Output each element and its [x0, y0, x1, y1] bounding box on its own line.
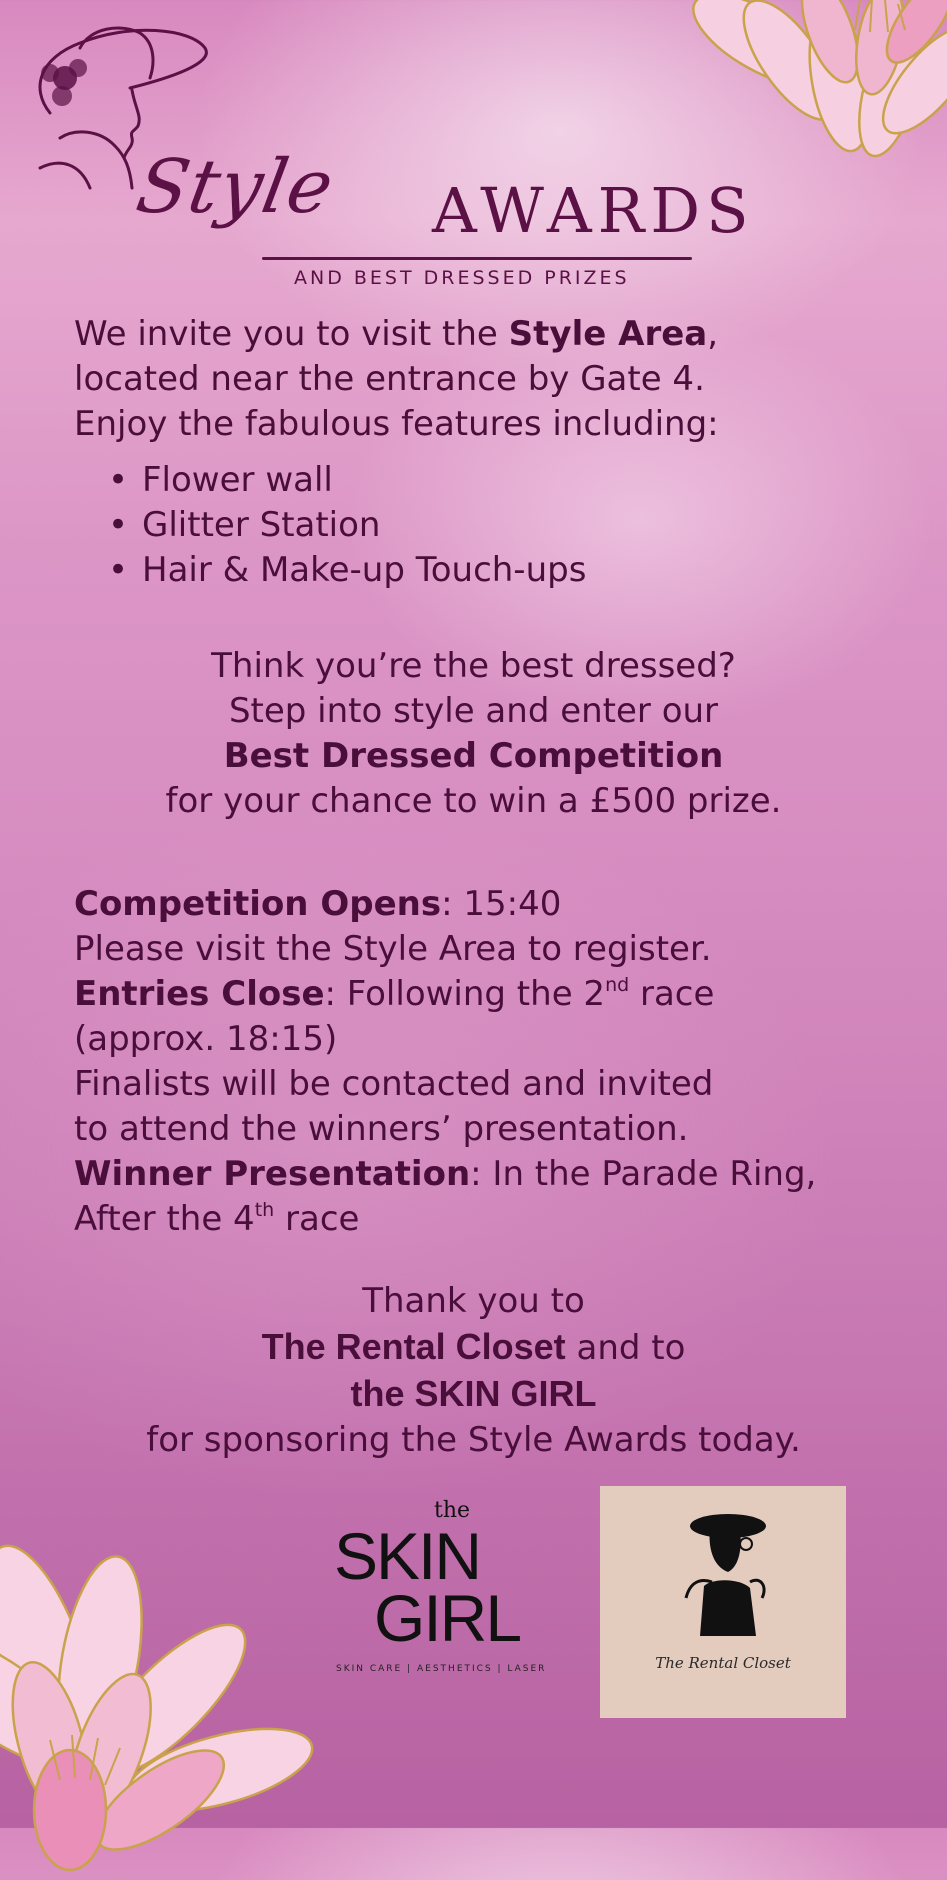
competition-line-4: for your chance to win a £500 prize.: [165, 781, 782, 821]
sponsor-rental-closet: The Rental Closet: [261, 1326, 566, 1367]
sponsor-thanks: [0, 1279, 947, 1463]
features-list: [106, 458, 586, 593]
thanks-line-3: [0, 1371, 947, 1418]
list-item: • Glitter Station: [106, 503, 586, 548]
sponsor-skin-girl: the SKIN GIRL: [350, 1373, 597, 1414]
opens-line: Competition Opens: 15:40: [74, 884, 562, 924]
title-underline: [262, 257, 692, 260]
winner-after-line: After the 4th race: [74, 1199, 360, 1239]
finalists-line-2: to attend the winners’ presentation.: [74, 1109, 689, 1149]
winner-line: Winner Presentation: In the Parade Ring,: [74, 1154, 817, 1194]
flower-bottom-decoration: [0, 1480, 350, 1880]
rental-closet-lady-icon: [600, 1486, 846, 1718]
rental-closet-logo: The Rental Closet: [600, 1486, 846, 1718]
skin-girl-logo: the SKIN GIRL SKIN CARE | AESTHETICS | LASER: [334, 1498, 547, 1674]
thanks-line-4: for sponsoring the Style Awards today.: [146, 1420, 801, 1460]
list-item: • Hair & Make-up Touch-ups: [106, 548, 586, 593]
title-script: Style: [130, 144, 341, 230]
competition-paragraph: [0, 644, 947, 824]
style-area-highlight: Style Area: [508, 314, 708, 354]
finalists-line-1: Finalists will be contacted and invited: [74, 1064, 714, 1104]
title-awards: AWARDS: [432, 174, 755, 247]
intro-line-3: Enjoy the fabulous features including:: [74, 404, 719, 444]
competition-details: [74, 882, 944, 1242]
intro-paragraph: [74, 312, 934, 447]
list-item: • Flower wall: [106, 458, 586, 503]
title-subtitle: AND BEST DRESSED PRIZES: [294, 267, 630, 289]
competition-line-2: Step into style and enter our: [228, 691, 719, 731]
thanks-line-1: Thank you to: [362, 1281, 585, 1321]
thanks-line-2: The Rental Closet and to: [261, 1326, 686, 1368]
intro-line-1: We invite you to visit the Style Area,: [74, 314, 719, 354]
competition-line-1: Think you’re the best dressed?: [211, 646, 736, 686]
register-line: Please visit the Style Area to register.: [74, 929, 712, 969]
competition-title: Best Dressed Competition: [223, 736, 724, 776]
intro-line-2: located near the entrance by Gate 4.: [74, 359, 705, 399]
close-approx-line: (approx. 18:15): [74, 1019, 338, 1059]
close-line: Entries Close: Following the 2nd race: [74, 974, 715, 1014]
